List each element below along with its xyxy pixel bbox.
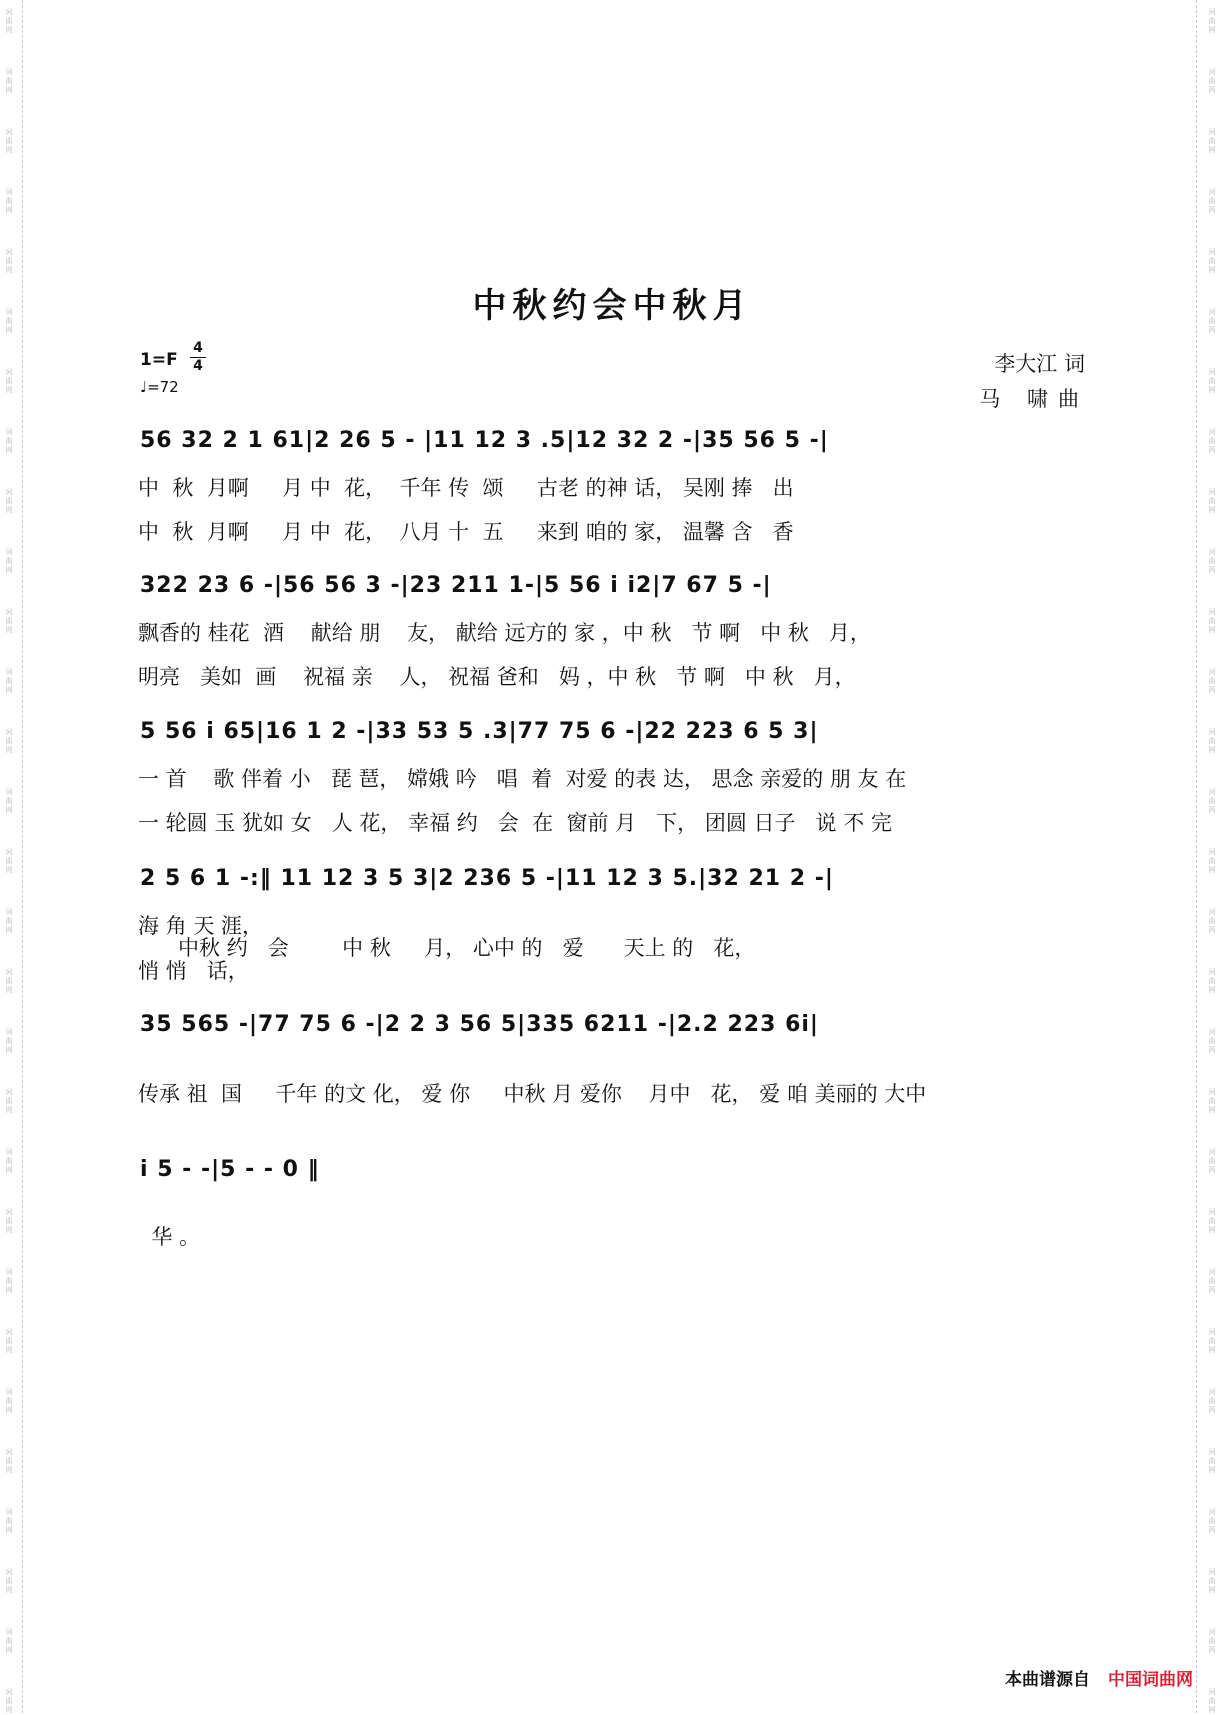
watermark-mark: 词 曲 网 bbox=[5, 1508, 13, 1534]
watermark-mark: 词 曲 网 bbox=[1208, 8, 1216, 34]
composer-credit: 马 啸曲 bbox=[979, 387, 1089, 411]
watermark-mark: 词 曲 网 bbox=[1208, 788, 1216, 814]
lyric-line: 一 首 歌 伴着 小 琵 琶， 嫦娥 吟 唱 着 对爱 的表 达， 思念 亲爱的 朋 友 在 bbox=[138, 767, 907, 791]
lyric-line: 飘香的 桂花 酒 献给 朋 友， 献给 远方的 家 ，中 秋 节 啊 中 秋 月， bbox=[138, 621, 871, 645]
watermark-mark: 词 曲 网 bbox=[1208, 1268, 1216, 1294]
lyric-line: 明亮 美如 画 祝福 亲 人， 祝福 爸和 妈 ，中 秋 节 啊 中 秋 月， bbox=[138, 665, 856, 689]
lyric-line: 中秋 约 会 中 秋 月， 心中 的 爱 天上 的 花， bbox=[138, 936, 756, 960]
watermark-mark: 词 曲 网 bbox=[1208, 1148, 1216, 1174]
watermark-mark: 词 曲 网 bbox=[5, 1148, 13, 1174]
watermark-mark: 词 曲 网 bbox=[5, 1388, 13, 1414]
lyric-line: 中 秋 月啊 月 中 花， 千年 传 颂 古老 的神 话， 吴刚 捧 出 bbox=[138, 476, 794, 500]
watermark-mark: 词 曲 网 bbox=[5, 1088, 13, 1114]
lyric-line: 传承 祖 国 千年 的文 化， 爱 你 中秋 月 爱你 月中 花， 爱 咱 美丽的 大中 bbox=[138, 1082, 927, 1106]
watermark-mark: 词 曲 网 bbox=[1208, 848, 1216, 874]
watermark-mark: 词 曲 网 bbox=[1208, 1688, 1216, 1714]
lyric-line: 悄 悄 话， bbox=[138, 959, 249, 983]
watermark-mark: 词 曲 网 bbox=[5, 968, 13, 994]
lyricist-credit: 李大江 词 bbox=[994, 352, 1085, 376]
lyric-line: 海 角 天 涯， bbox=[138, 914, 264, 938]
watermark-mark: 词 曲 网 bbox=[5, 248, 13, 274]
watermark-mark: 词 曲 网 bbox=[1208, 248, 1216, 274]
watermark-mark: 词 曲 网 bbox=[1208, 308, 1216, 334]
watermark-mark: 词 曲 网 bbox=[1208, 968, 1216, 994]
source-label: 本曲谱源自 bbox=[1005, 1670, 1090, 1690]
watermark-mark: 词 曲 网 bbox=[5, 428, 13, 454]
watermark-mark: 词 曲 网 bbox=[1208, 1628, 1216, 1654]
watermark-mark: 词 曲 网 bbox=[1208, 1028, 1216, 1054]
notation-line: 35 565 -|77 75 6 -|2 2 3 56 5|335 6211 -|2.2 223 6i| bbox=[140, 1012, 819, 1037]
watermark-mark: 词 曲 网 bbox=[5, 668, 13, 694]
watermark-right bbox=[1205, 0, 1219, 1713]
watermark-mark: 词 曲 网 bbox=[1208, 1328, 1216, 1354]
tempo-marking: ♩=72 bbox=[140, 378, 179, 396]
watermark-mark: 词 曲 网 bbox=[1208, 908, 1216, 934]
watermark-mark: 词 曲 网 bbox=[1208, 128, 1216, 154]
watermark-mark: 词 曲 网 bbox=[1208, 608, 1216, 634]
watermark-mark: 词 曲 网 bbox=[5, 1028, 13, 1054]
notation-line: 5 56 i 65|16 1 2 -|33 53 5 .3|77 75 6 -|22 223 6 5 3| bbox=[140, 719, 819, 744]
watermark-mark: 词 曲 网 bbox=[5, 488, 13, 514]
watermark-mark: 词 曲 网 bbox=[5, 908, 13, 934]
watermark-mark: 词 曲 网 bbox=[1208, 548, 1216, 574]
watermark-mark: 词 曲 网 bbox=[5, 308, 13, 334]
notation-line: 2 5 6 1 -:‖ 11 12 3 5 3|2 236 5 -|11 12 3 5.|32 21 2 -| bbox=[140, 866, 834, 891]
watermark-mark: 词 曲 网 bbox=[5, 8, 13, 34]
notation-line: i 5 - -|5 - - 0 ‖ bbox=[140, 1157, 320, 1182]
watermark-mark: 词 曲 网 bbox=[5, 1328, 13, 1354]
watermark-mark: 词 曲 网 bbox=[5, 548, 13, 574]
watermark-mark: 词 曲 网 bbox=[1208, 368, 1216, 394]
watermark-mark: 词 曲 网 bbox=[1208, 1568, 1216, 1594]
song-title: 中秋约会中秋月 bbox=[472, 286, 753, 326]
watermark-mark: 词 曲 网 bbox=[1208, 428, 1216, 454]
watermark-mark: 词 曲 网 bbox=[1208, 1448, 1216, 1474]
watermark-mark: 词 曲 网 bbox=[5, 728, 13, 754]
watermark-mark: 词 曲 网 bbox=[5, 1448, 13, 1474]
lyric-line: 华 。 bbox=[138, 1225, 201, 1249]
key-signature: 1=F bbox=[140, 350, 178, 370]
time-signature-bottom: 4 bbox=[193, 358, 203, 374]
watermark-mark: 词 曲 网 bbox=[5, 1568, 13, 1594]
notation-line: 56 32 2 1 61|2 26 5 - |11 12 3 .5|12 32 2 -|35 56 5 -| bbox=[140, 428, 829, 453]
watermark-mark: 词 曲 网 bbox=[5, 1628, 13, 1654]
watermark-mark: 词 曲 网 bbox=[5, 188, 13, 214]
watermark-mark: 词 曲 网 bbox=[5, 68, 13, 94]
watermark-mark: 词 曲 网 bbox=[1208, 188, 1216, 214]
watermark-mark: 词 曲 网 bbox=[1208, 1388, 1216, 1414]
watermark-mark: 词 曲 网 bbox=[1208, 1208, 1216, 1234]
watermark-mark: 词 曲 网 bbox=[1208, 1508, 1216, 1534]
watermark-mark: 词 曲 网 bbox=[5, 1268, 13, 1294]
notation-line: 322 23 6 -|56 56 3 -|23 211 1-|5 56 i i2|7 67 5 -| bbox=[140, 573, 772, 598]
watermark-mark: 词 曲 网 bbox=[5, 368, 13, 394]
time-signature bbox=[190, 341, 206, 374]
lyric-line: 中 秋 月啊 月 中 花， 八月 十 五 来到 咱的 家， 温馨 含 香 bbox=[138, 520, 794, 544]
watermark-mark: 词 曲 网 bbox=[5, 848, 13, 874]
watermark-mark: 词 曲 网 bbox=[5, 128, 13, 154]
watermark-mark: 词 曲 网 bbox=[5, 1208, 13, 1234]
margin-line-right bbox=[1196, 0, 1197, 1713]
watermark-mark: 词 曲 网 bbox=[1208, 488, 1216, 514]
source-credit bbox=[1005, 1665, 1193, 1690]
watermark-mark: 词 曲 网 bbox=[5, 608, 13, 634]
watermark-left bbox=[2, 0, 16, 1713]
time-signature-top: 4 bbox=[193, 340, 203, 356]
watermark-mark: 词 曲 网 bbox=[5, 788, 13, 814]
lyric-line: 一 轮圆 玉 犹如 女 人 花， 幸福 约 会 在 窗前 月 下， 团圆 日子 说 不 完 bbox=[138, 811, 892, 835]
margin-line-left bbox=[22, 0, 23, 1713]
watermark-mark: 词 曲 网 bbox=[1208, 68, 1216, 94]
source-site-link[interactable]: 中国词曲网 bbox=[1108, 1670, 1193, 1690]
watermark-mark: 词 曲 网 bbox=[1208, 668, 1216, 694]
watermark-mark: 词 曲 网 bbox=[1208, 1088, 1216, 1114]
watermark-mark: 词 曲 网 bbox=[1208, 728, 1216, 754]
watermark-mark: 词 曲 网 bbox=[5, 1688, 13, 1714]
